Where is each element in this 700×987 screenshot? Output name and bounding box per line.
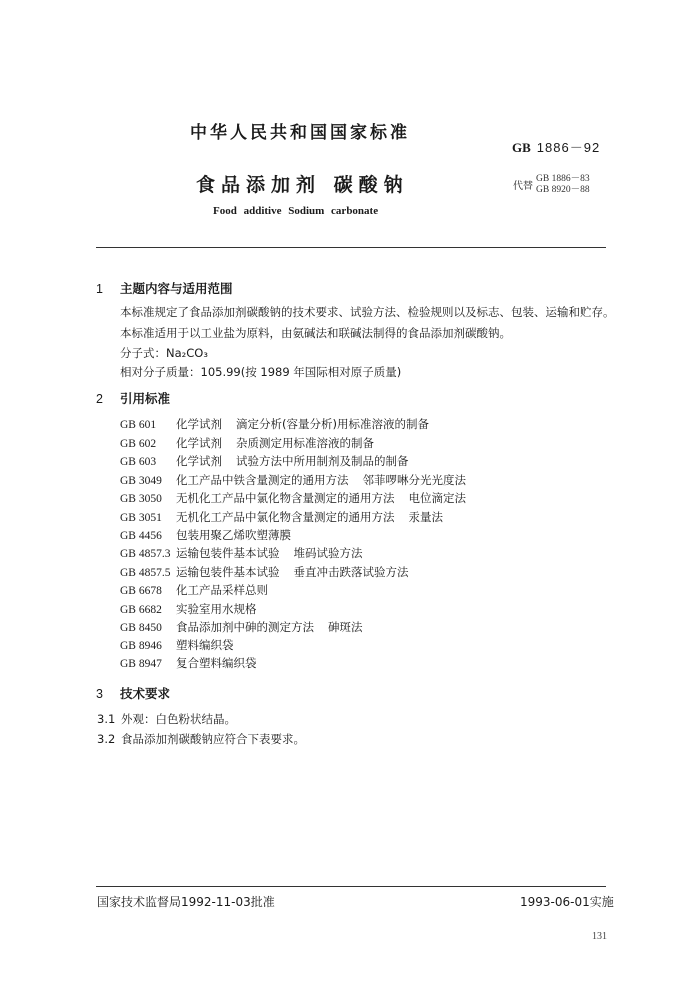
issuing-organization: 中华人民共和国国家标准 (190, 123, 410, 143)
reference-item (120, 564, 409, 580)
reference-item (120, 509, 443, 525)
reference-subtitle: 邻菲啰啉分光光度法 (362, 473, 466, 487)
reference-subtitle: 砷斑法 (328, 620, 363, 634)
reference-title: 化学试剂 (176, 417, 222, 431)
reference-item (120, 582, 282, 598)
reference-title: 复合塑料编织袋 (176, 656, 257, 670)
clause-item (97, 711, 236, 727)
section-number: 1 (96, 282, 103, 296)
reference-item (120, 619, 363, 635)
reference-item (120, 453, 409, 469)
section-title: 技术要求 (120, 686, 171, 701)
reference-subtitle: 垂直冲击跌落试验方法 (293, 565, 409, 579)
reference-title: 化学试剂 (176, 436, 222, 450)
clause-number: 3.2 (97, 732, 116, 746)
reference-item (120, 472, 466, 488)
reference-item (120, 601, 271, 617)
clause-item (97, 731, 305, 747)
implementation-date: 1993-06-01实施 (520, 895, 614, 909)
replaces-item: GB 8920－88 (536, 185, 590, 195)
reference-code: GB 3050 (120, 493, 162, 505)
header-divider (96, 247, 606, 248)
footer-divider (96, 886, 606, 887)
reference-code: GB 8947 (120, 658, 162, 670)
reference-subtitle: 电位滴定法 (408, 491, 466, 505)
section-heading (96, 279, 233, 297)
reference-subtitle: 堆码试验方法 (293, 546, 363, 560)
reference-code: GB 603 (120, 456, 157, 468)
molecular-formula: 分子式：Na₂CO₃ (120, 346, 208, 360)
document-title-chinese: 食品添加剂 碳酸钠 (196, 174, 409, 196)
reference-subtitle: 杂质测定用标准溶液的制备 (236, 436, 374, 450)
reference-code: GB 8946 (120, 640, 162, 652)
reference-title: 包装用聚乙烯吹塑薄膜 (176, 528, 291, 542)
clause-text: 食品添加剂碳酸钠应符合下表要求。 (121, 732, 305, 746)
clause-number: 3.1 (97, 712, 116, 726)
standard-code-number: 1886－92 (536, 140, 601, 155)
reference-title: 无机化工产品中氯化物含量测定的通用方法 (176, 510, 395, 524)
reference-item (120, 416, 429, 432)
section-heading (96, 389, 170, 407)
reference-code: GB 6682 (120, 604, 162, 616)
reference-title: 化工产品采样总则 (176, 583, 268, 597)
reference-title: 实验室用水规格 (176, 602, 257, 616)
replaces-list (536, 174, 590, 196)
reference-code: GB 8450 (120, 622, 162, 634)
reference-title: 化工产品中铁含量测定的通用方法 (176, 473, 349, 487)
paragraph: 本标准适用于以工业盐为原料，由氨碱法和联碱法制得的食品添加剂碳酸钠。 (120, 326, 511, 340)
reference-code: GB 602 (120, 438, 157, 450)
section-title: 主题内容与适用范围 (120, 281, 233, 296)
reference-subtitle: 试验方法中所用制剂及制品的制备 (236, 454, 409, 468)
section-title: 引用标准 (120, 391, 171, 406)
reference-code: GB 3051 (120, 512, 162, 524)
reference-code: GB 4857.3 (120, 548, 171, 560)
document-title-english: Food additive Sodium carbonate (213, 205, 379, 217)
molecular-mass: 相对分子质量：105.99(按 1989 年国际相对原子质量) (120, 365, 402, 379)
reference-code: GB 4456 (120, 530, 162, 542)
reference-item (120, 655, 271, 671)
reference-code: GB 4857.5 (120, 567, 171, 579)
standard-code (512, 137, 600, 156)
reference-title: 化学试剂 (176, 454, 222, 468)
reference-subtitle: 滴定分析(容量分析)用标准溶液的制备 (236, 417, 429, 431)
reference-item (120, 637, 248, 653)
standard-code-prefix: GB (512, 140, 531, 155)
reference-item (120, 490, 466, 506)
reference-item (120, 435, 374, 451)
reference-title: 运输包装件基本试验 (176, 546, 280, 560)
paragraph: 本标准规定了食品添加剂碳酸钠的技术要求、试验方法、检验规则以及标志、包装、运输和贮存。 (120, 305, 615, 319)
clause-text: 外观：白色粉状结晶。 (121, 712, 236, 726)
replaces-item: GB 1886－83 (536, 174, 590, 184)
approval-statement: 国家技术监督局1992-11-03批准 (97, 895, 275, 909)
reference-title: 食品添加剂中砷的测定方法 (176, 620, 314, 634)
reference-title: 无机化工产品中氯化物含量测定的通用方法 (176, 491, 395, 505)
reference-code: GB 3049 (120, 475, 162, 487)
section-number: 2 (96, 392, 103, 406)
reference-title: 运输包装件基本试验 (176, 565, 280, 579)
reference-subtitle: 汞量法 (408, 510, 443, 524)
replaces-label: 代替 (513, 181, 533, 192)
section-number: 3 (96, 687, 103, 701)
reference-item (120, 545, 363, 561)
page-number: 131 (592, 931, 607, 942)
reference-title: 塑料编织袋 (176, 638, 234, 652)
reference-code: GB 6678 (120, 585, 162, 597)
reference-item (120, 527, 305, 543)
reference-code: GB 601 (120, 419, 157, 431)
section-heading (96, 684, 170, 702)
